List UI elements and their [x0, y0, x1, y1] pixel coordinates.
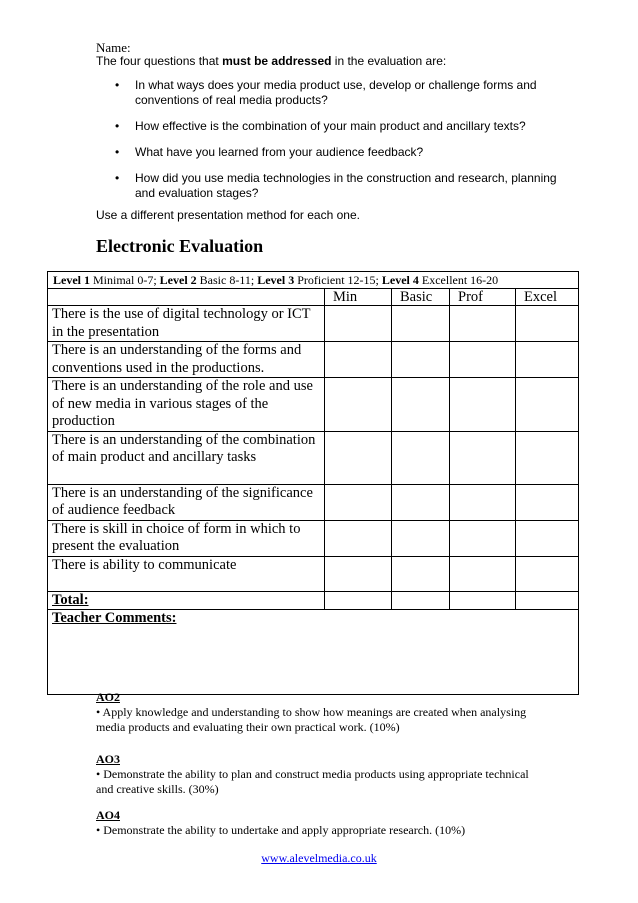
column-header-min: Min [325, 289, 392, 306]
level-desc: Proficient 12-15; [294, 273, 382, 287]
level-label: Level 3 [257, 273, 295, 287]
score-cell[interactable] [516, 378, 579, 432]
section-title: Electronic Evaluation [96, 236, 264, 256]
levels-row [48, 272, 579, 289]
bullet-icon: • [115, 171, 120, 185]
level-desc: Minimal 0-7; [90, 273, 160, 287]
score-cell[interactable] [450, 484, 516, 520]
total-row [48, 591, 579, 610]
criterion-row [48, 431, 579, 484]
score-cell[interactable] [325, 520, 392, 556]
criterion-text: There is an understanding of the role and use of new media in various stages of the production [48, 378, 325, 432]
blank-header-cell [48, 289, 325, 306]
score-cell[interactable] [450, 520, 516, 556]
question-item [96, 171, 566, 201]
column-header-row [48, 289, 579, 306]
objective-text: • Demonstrate the ability to undertake and apply appropriate research. (10%) [96, 823, 466, 837]
question-text: How did you use media technologies in the construction and research, planning and evaluation stages? [135, 171, 557, 200]
score-cell[interactable] [325, 556, 392, 591]
objective-code: AO3 [96, 752, 120, 766]
intro-suffix: in the evaluation are: [331, 54, 447, 68]
score-cell[interactable] [392, 556, 450, 591]
question-item [96, 119, 566, 134]
objective-code: AO4 [96, 808, 120, 822]
comments-row [48, 610, 579, 695]
criterion-text: There is an understanding of the forms and conventions used in the productions. [48, 342, 325, 378]
objective-ao2 [96, 690, 536, 735]
question-text: In what ways does your media product use, develop or challenge forms and conventions of real media products? [135, 78, 537, 107]
level-label: Level 4 [381, 273, 419, 287]
score-cell[interactable] [516, 484, 579, 520]
score-cell[interactable] [392, 431, 450, 484]
score-cell[interactable] [516, 556, 579, 591]
levels-cell [48, 272, 579, 289]
score-cell[interactable] [325, 378, 392, 432]
score-cell[interactable] [392, 342, 450, 378]
score-cell[interactable] [516, 342, 579, 378]
bullet-icon: • [115, 78, 120, 92]
question-list [96, 78, 566, 212]
criterion-row [48, 306, 579, 342]
total-cell[interactable] [392, 591, 450, 610]
objective-text: • Demonstrate the ability to plan and construct media products using appropriate technical and creative skills. (30%) [96, 767, 529, 796]
question-item [96, 78, 566, 108]
column-header-basic: Basic [392, 289, 450, 306]
score-cell[interactable] [392, 378, 450, 432]
criterion-row [48, 556, 579, 591]
score-cell[interactable] [516, 520, 579, 556]
column-header-prof: Prof [450, 289, 516, 306]
question-item [96, 145, 566, 160]
objective-ao3 [96, 752, 536, 797]
method-note: Use a different presentation method for each one. [96, 208, 360, 222]
level-label: Level 1 [53, 273, 90, 287]
score-cell[interactable] [516, 431, 579, 484]
criterion-text: There is ability to communicate [48, 556, 325, 591]
score-cell[interactable] [450, 342, 516, 378]
total-cell[interactable] [450, 591, 516, 610]
bullet-icon: • [115, 145, 120, 159]
score-cell[interactable] [325, 431, 392, 484]
level-desc: Basic 8-11; [196, 273, 258, 287]
intro-text [96, 54, 446, 68]
intro-prefix: The four questions that [96, 54, 223, 68]
objective-code: AO2 [96, 690, 120, 704]
footer-link[interactable]: www.alevelmedia.co.uk [261, 851, 377, 865]
score-cell[interactable] [392, 306, 450, 342]
bullet-icon: • [115, 119, 120, 133]
score-cell[interactable] [450, 306, 516, 342]
teacher-comments[interactable]: Teacher Comments: [48, 610, 579, 695]
total-cell[interactable] [325, 591, 392, 610]
column-header-excel: Excel [516, 289, 579, 306]
name-label: Name: [96, 40, 131, 55]
criterion-text: There is skill in choice of form in which to present the evaluation [48, 520, 325, 556]
level-desc: Excellent 16-20 [418, 273, 499, 287]
total-cell[interactable] [516, 591, 579, 610]
criterion-text: There is the use of digital technology or ICT in the presentation [48, 306, 325, 342]
score-cell[interactable] [450, 556, 516, 591]
objective-text: • Apply knowledge and understanding to show how meanings are created when analysing media products and evaluating their own practical work. (10%) [96, 705, 527, 734]
score-cell[interactable] [325, 484, 392, 520]
criterion-row [48, 484, 579, 520]
question-text: How effective is the combination of your main product and ancillary texts? [135, 119, 526, 133]
score-cell[interactable] [516, 306, 579, 342]
total-label: Total: [48, 591, 325, 610]
score-cell[interactable] [450, 378, 516, 432]
criterion-row [48, 520, 579, 556]
rubric-table [47, 271, 579, 695]
level-label: Level 2 [159, 273, 197, 287]
criterion-row [48, 378, 579, 432]
score-cell[interactable] [450, 431, 516, 484]
footer [0, 851, 638, 866]
score-cell[interactable] [392, 484, 450, 520]
objective-ao4 [96, 808, 536, 838]
score-cell[interactable] [392, 520, 450, 556]
question-text: What have you learned from your audience feedback? [135, 145, 424, 159]
intro-bold: must be addressed [222, 54, 332, 68]
score-cell[interactable] [325, 306, 392, 342]
criterion-text: There is an understanding of the combination of main product and ancillary tasks [48, 431, 325, 484]
criterion-text: There is an understanding of the significance of audience feedback [48, 484, 325, 520]
score-cell[interactable] [325, 342, 392, 378]
criterion-row [48, 342, 579, 378]
